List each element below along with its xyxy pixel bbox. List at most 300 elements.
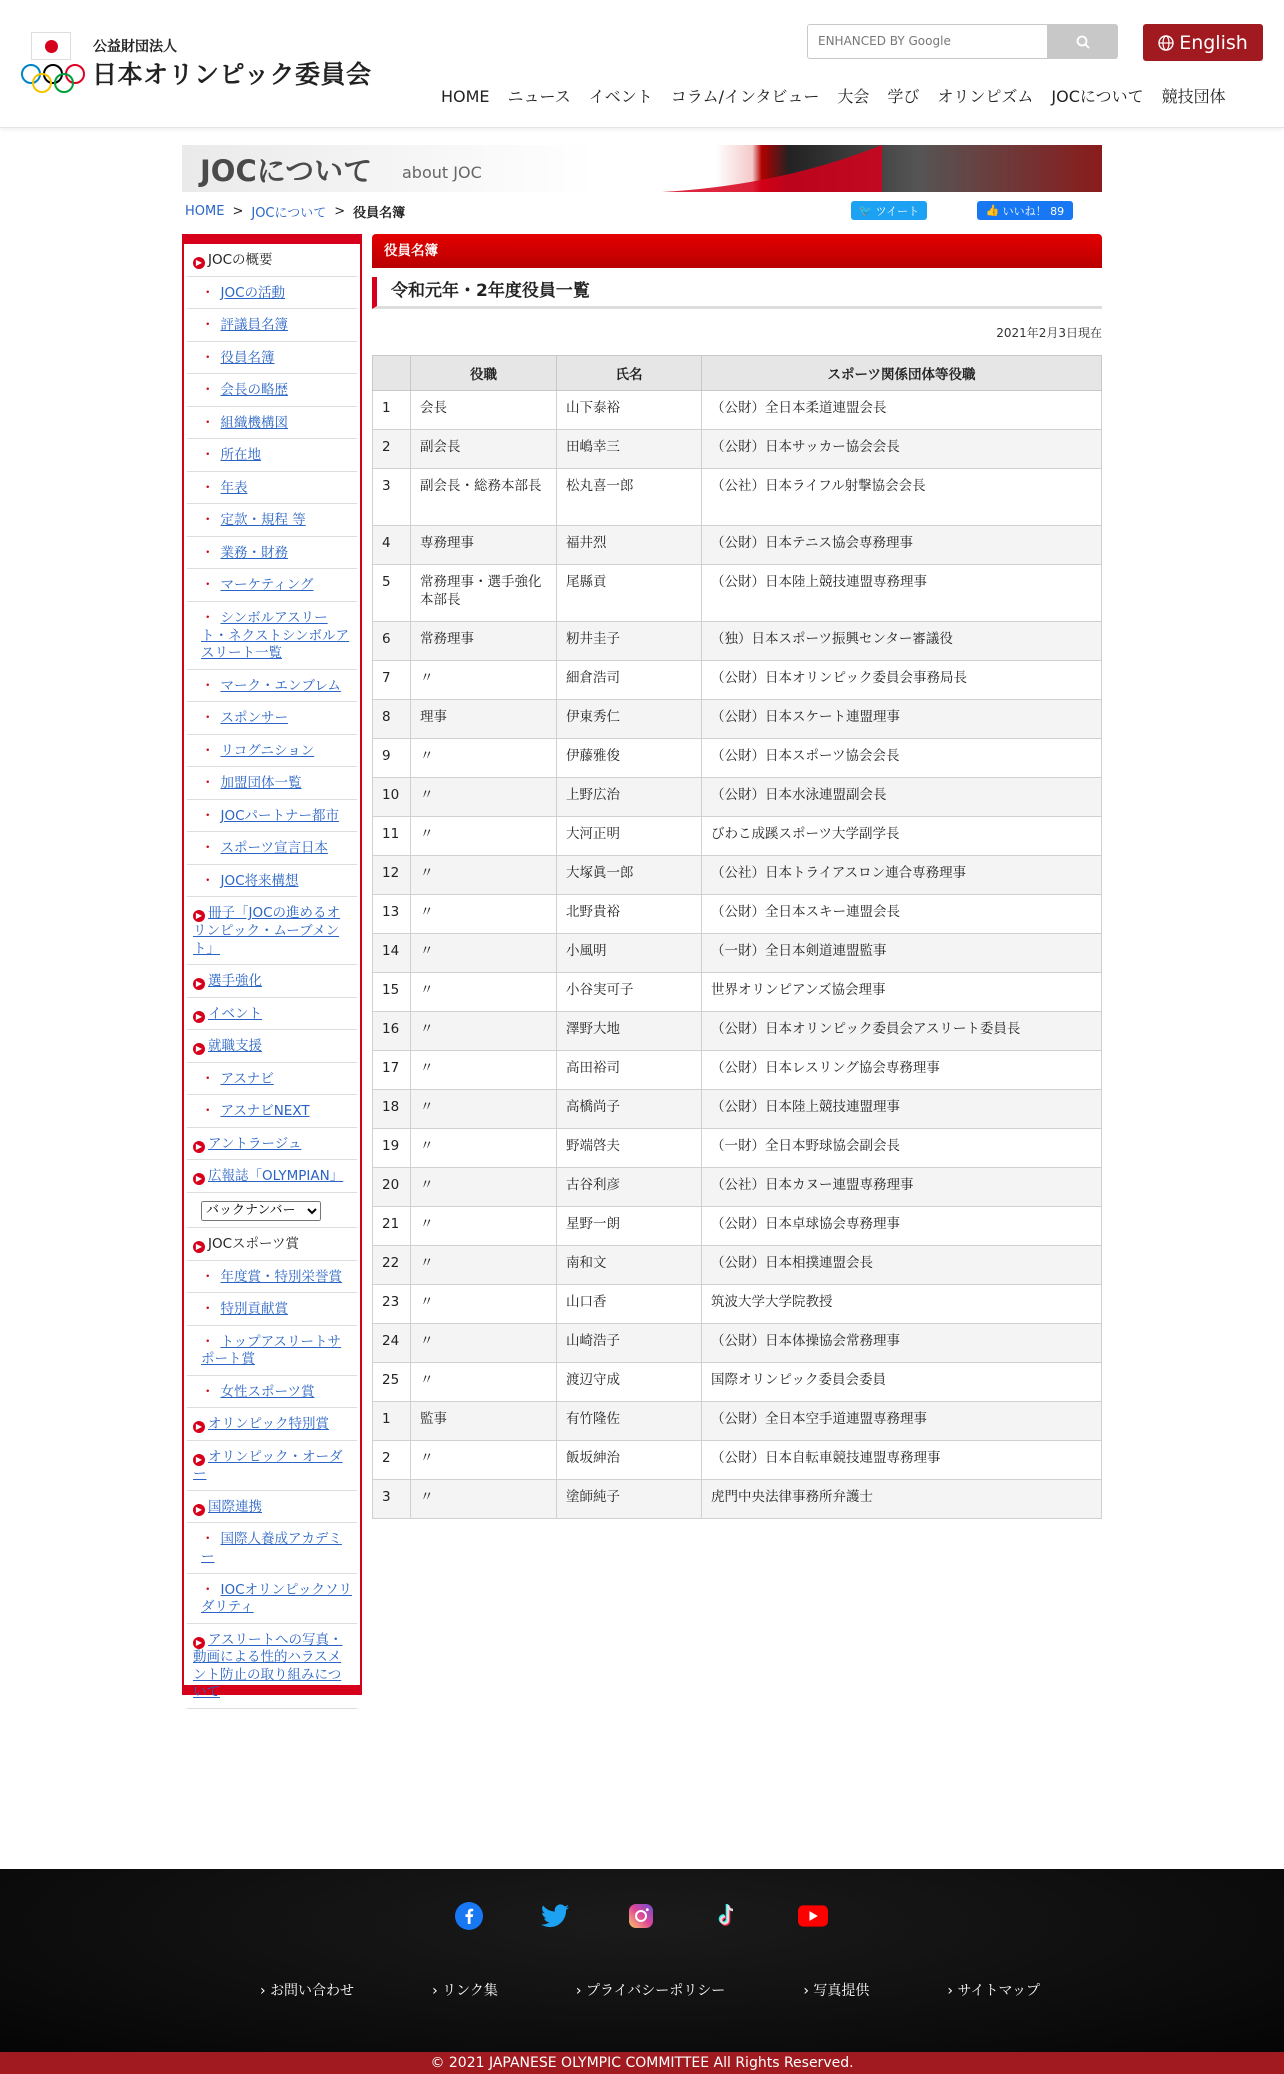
table-cell: 15 [373,973,411,1012]
sidebar-item[interactable] [187,1193,357,1228]
officers-table [372,355,1102,1519]
backnumber-select[interactable] [201,1201,321,1221]
sidebar-item[interactable] [187,1441,357,1491]
table-row [373,1168,1102,1207]
footer-link-label: サイトマップ [957,1983,1040,1999]
search-icon [1076,35,1090,49]
sidebar-item[interactable] [187,342,357,375]
sidebar-item[interactable] [187,309,357,342]
footer-link-label: プライバシーポリシー [585,1983,726,1999]
sidebar-item-label: スポーツ宣言日本 [220,840,328,857]
sidebar-item-label: シンボルアスリート・ネクストシンボルアスリート一覧 [201,610,350,662]
table-row [373,778,1102,817]
sidebar-item[interactable] [187,767,357,800]
table-row [373,1090,1102,1129]
org-subtitle: 公益財団法人 [93,39,177,55]
table-row [373,1402,1102,1441]
table-cell: 〃 [411,778,557,817]
table-cell: 大塚眞一郎 [557,856,702,895]
table-cell: （公社）日本カヌー連盟専務理事 [702,1168,1102,1207]
sidebar-item-label: マーケティング [220,577,314,594]
table-cell: 〃 [411,1051,557,1090]
sidebar-item[interactable] [187,407,357,440]
breadcrumb-section[interactable]: JOCについて [251,206,327,221]
bullet-dot-icon: ・ [201,677,215,694]
table-cell: 2 [373,430,411,469]
table-cell: 17 [373,1051,411,1090]
nav-item[interactable]: HOME [441,87,490,106]
bullet-dot-icon: ・ [201,479,215,496]
sidebar-item[interactable] [187,1063,357,1096]
sidebar-item[interactable] [187,1491,357,1524]
sidebar-item-label: 年表 [220,479,248,496]
sidebar-list [184,244,360,1709]
nav-item[interactable]: オリンピズム [937,87,1034,106]
sidebar [182,234,362,1701]
sidebar-item-label: 役員名簿 [220,349,275,366]
table-cell: 〃 [411,1129,557,1168]
table-cell: 18 [373,1090,411,1129]
org-name[interactable]: 日本オリンピック委員会 [92,60,372,89]
social-links [454,1901,828,1931]
table-cell: 3 [373,469,411,526]
table-cell: 〃 [411,1168,557,1207]
sidebar-item-label: 年度賞・特別栄誉賞 [220,1268,342,1285]
table-cell: （公社）日本ライフル射撃協会会長 [702,469,1102,526]
table-row [373,661,1102,700]
arrow-bullet-icon: ▶ [193,1504,205,1516]
sidebar-item-label: 選手強化 [208,973,262,990]
breadcrumb-separator: > [232,204,244,219]
sidebar-item-label: オリンピック特別賞 [208,1416,329,1433]
arrow-bullet-icon: ▶ [193,910,205,922]
nav-item[interactable]: ニュース [507,87,571,106]
twitter-icon[interactable] [540,1901,570,1931]
table-cell: 6 [373,622,411,661]
table-cell: （公財）日本相撲連盟会長 [702,1246,1102,1285]
footer-link[interactable] [947,1980,1040,2000]
table-cell: 虎門中央法律事務所弁護士 [702,1480,1102,1519]
bullet-dot-icon: ・ [201,512,215,529]
table-cell: （公財）日本陸上競技連盟理事 [702,1090,1102,1129]
sidebar-item[interactable] [187,1326,357,1376]
breadcrumb-separator: > [334,204,346,219]
bullet-dot-icon: ・ [201,1581,215,1598]
olympic-rings-icon [20,62,86,96]
table-row [373,622,1102,661]
table-cell: 〃 [411,1090,557,1129]
table-cell: 伊東秀仁 [557,700,702,739]
page-title: 令和元年・2年度役員一覧 [372,277,1102,309]
bullet-dot-icon: ・ [201,544,215,561]
sidebar-item[interactable] [187,569,357,602]
banner-title: JOCについて [200,154,373,188]
bullet-dot-icon: ・ [201,1301,215,1318]
sidebar-item-label: 評議員名簿 [220,317,288,334]
table-cell: 〃 [411,739,557,778]
table-cell: （独）日本スポーツ振興センター審議役 [702,622,1102,661]
bullet-dot-icon: ・ [201,1383,215,1400]
table-cell: 籾井圭子 [557,622,702,661]
sidebar-item-label: 広報誌「OLYMPIAN」 [208,1168,344,1185]
section-banner [182,145,1102,192]
sidebar-item-label: 業務・財務 [220,544,288,561]
table-row [373,1051,1102,1090]
sidebar-item-label: トップアスリートサポート賞 [201,1333,342,1368]
breadcrumb [185,202,405,221]
table-cell: 小谷実可子 [557,973,702,1012]
table-row [373,1480,1102,1519]
table-cell: 〃 [411,1441,557,1480]
table-cell: 〃 [411,1285,557,1324]
table-cell: 11 [373,817,411,856]
sidebar-item-label: 国際人養成アカデミー [201,1531,342,1565]
table-cell: 専務理事 [411,526,557,565]
sidebar-item[interactable] [187,602,357,670]
sidebar-item-label: 特別貢献賞 [220,1301,288,1318]
footer-link[interactable] [803,1980,869,2000]
facebook-icon[interactable] [454,1901,484,1931]
table-body [373,391,1102,1519]
table-cell: 会長 [411,391,557,430]
nav-item[interactable]: 大会 [837,87,870,106]
table-cell: 20 [373,1168,411,1207]
sidebar-item-label: JOCの概要 [208,252,273,268]
copyright: © 2021 JAPANESE OLYMPIC COMMITTEE All Rights Reserved. [0,2052,1284,2074]
like-label: いいね！ 89 [1002,204,1065,218]
table-cell: 野端啓夫 [557,1129,702,1168]
table-cell: 〃 [411,934,557,973]
table-cell: 〃 [411,856,557,895]
table-cell: 副会長 [411,430,557,469]
sidebar-item [187,244,357,277]
bullet-dot-icon: ・ [201,577,215,594]
table-cell: 国際オリンピック委員会委員 [702,1363,1102,1402]
sidebar-item-label: スポンサー [220,710,288,727]
sidebar-item-label: 加盟団体一覧 [220,775,302,792]
english-label: English [1179,31,1248,54]
table-cell: 山下泰裕 [557,391,702,430]
sidebar-item-label: 組織機構図 [220,414,288,431]
table-row [373,565,1102,622]
sidebar-item[interactable] [187,1624,357,1709]
sidebar-item-label: 定款・規程 等 [220,512,306,529]
table-cell: びわこ成蹊スポーツ大学副学長 [702,817,1102,856]
table-cell: 常務理事・選手強化本部長 [411,565,557,622]
sidebar-item[interactable] [187,1261,357,1294]
sidebar-item[interactable] [187,1128,357,1161]
table-row [373,1246,1102,1285]
arrow-bullet-icon: ▶ [193,1421,205,1433]
column-header: 氏名 [557,356,702,391]
column-header: 役職 [411,356,557,391]
table-cell: 世界オリンピアンズ協会理事 [702,973,1102,1012]
table-cell: 〃 [411,1480,557,1519]
sidebar-item[interactable] [187,832,357,865]
sidebar-item[interactable] [187,670,357,703]
sidebar-item[interactable] [187,865,357,898]
sidebar-item[interactable] [187,1095,357,1128]
sidebar-item[interactable] [187,1030,357,1063]
chevron-right-icon: › [432,1983,438,1999]
table-cell: 14 [373,934,411,973]
table-cell: 飯坂紳治 [557,1441,702,1480]
sidebar-item[interactable] [187,472,357,505]
search-button[interactable] [1048,24,1118,59]
table-row [373,469,1102,526]
table-cell: 山崎浩子 [557,1324,702,1363]
instagram-icon[interactable] [626,1901,656,1931]
table-cell: 大河正明 [557,817,702,856]
table-cell: 3 [373,1480,411,1519]
table-cell: （一財）全日本野球協会副会長 [702,1129,1102,1168]
nav-item[interactable]: 競技団体 [1161,87,1226,106]
table-cell: 監事 [411,1402,557,1441]
table-cell: 〃 [411,1363,557,1402]
table-row [373,934,1102,973]
bullet-dot-icon: ・ [201,382,215,399]
table-cell: 〃 [411,1012,557,1051]
bullet-dot-icon: ・ [201,710,215,727]
table-cell: （公財）日本レスリング協会専務理事 [702,1051,1102,1090]
table-cell: （公財）日本水泳連盟副会長 [702,778,1102,817]
table-row [373,817,1102,856]
table-row [373,1012,1102,1051]
nav-item[interactable]: JOCについて [1051,87,1144,106]
sidebar-item-label: イベント [208,1005,262,1022]
table-cell: 25 [373,1363,411,1402]
sidebar-item[interactable] [187,965,357,998]
table-cell: 高橋尚子 [557,1090,702,1129]
table-cell: 松丸喜一郎 [557,469,702,526]
globe-icon [1158,35,1174,51]
table-cell: （公社）日本トライアスロン連合専務理事 [702,856,1102,895]
table-cell: 高田裕司 [557,1051,702,1090]
twitter-icon: 🐦 [858,204,873,217]
table-row [373,430,1102,469]
sidebar-item-label: 国際連携 [208,1498,262,1515]
bullet-dot-icon: ・ [201,284,215,301]
table-cell: （公財）全日本スキー連盟会長 [702,895,1102,934]
table-cell: 〃 [411,817,557,856]
sidebar-item[interactable] [187,439,357,472]
bullet-dot-icon: ・ [201,742,215,759]
table-cell: （一財）全日本剣道連盟監事 [702,934,1102,973]
table-cell: （公財）日本陸上競技連盟専務理事 [702,565,1102,622]
table-row [373,526,1102,565]
footer-link-label: リンク集 [442,1983,498,1999]
bullet-dot-icon: ・ [201,807,215,824]
table-cell: 12 [373,856,411,895]
tiktok-icon[interactable] [712,1901,742,1931]
table-cell: 19 [373,1129,411,1168]
table-cell: 北野貴裕 [557,895,702,934]
table-cell: 上野広治 [557,778,702,817]
table-cell: 24 [373,1324,411,1363]
sidebar-item[interactable] [187,1293,357,1326]
table-cell: 7 [373,661,411,700]
table-cell: 13 [373,895,411,934]
sidebar-item[interactable] [187,800,357,833]
bullet-dot-icon: ・ [201,447,215,464]
sidebar-item-label: IOCオリンピックソリダリティ [201,1581,352,1616]
arrow-bullet-icon: ▶ [193,1173,205,1185]
table-cell: 4 [373,526,411,565]
thumbs-up-icon: 👍 [985,204,1000,217]
sidebar-item-label: JOCスポーツ賞 [208,1235,299,1252]
footer-link-label: お問い合わせ [270,1983,355,1999]
table-cell: 田嶋幸三 [557,430,702,469]
sidebar-item[interactable] [187,1523,357,1573]
as-of-date: 2021年2月3日現在 [996,326,1102,340]
table-row [373,856,1102,895]
column-header: スポーツ関係団体等役職 [702,356,1102,391]
chevron-right-icon: › [803,1983,809,1999]
search-input[interactable]: ENHANCED BY Google [807,24,1048,59]
banner-subtitle: about JOC [402,163,482,182]
arrow-bullet-icon: ▶ [193,1637,205,1649]
table-cell: 〃 [411,1207,557,1246]
table-row [373,1207,1102,1246]
table-cell: （公財）全日本柔道連盟会長 [702,391,1102,430]
table-cell: 16 [373,1012,411,1051]
sidebar-item-label: リコグニション [220,742,315,759]
table-cell: （公財）日本テニス協会専務理事 [702,526,1102,565]
banner-swoosh-graphic [662,145,882,192]
bullet-dot-icon: ・ [201,414,215,431]
site-footer [0,1869,1284,2052]
sidebar-item-label: アスナビNEXT [220,1103,310,1120]
sidebar-item-label: JOCパートナー都市 [220,807,340,824]
table-cell: 10 [373,778,411,817]
bullet-dot-icon: ・ [201,1268,215,1285]
sidebar-item[interactable] [187,504,357,537]
sidebar-item[interactable] [187,1574,357,1624]
table-cell: 〃 [411,973,557,1012]
table-cell: 2 [373,1441,411,1480]
sidebar-item-label: JOCの活動 [220,284,286,301]
arrow-bullet-icon: ▶ [193,978,205,990]
breadcrumb-home[interactable]: HOME [185,204,225,219]
sidebar-item-label: 会長の略歴 [220,382,288,399]
footer-links [260,1980,1040,2000]
table-cell: 〃 [411,895,557,934]
footer-link[interactable] [576,1980,725,2000]
footer-link[interactable] [432,1980,498,2000]
table-cell: 有竹隆佐 [557,1402,702,1441]
english-button[interactable] [1143,24,1263,61]
table-row [373,1285,1102,1324]
japan-flag-icon [31,32,71,60]
table-cell: 常務理事 [411,622,557,661]
sidebar-item-label: アスナビ [220,1070,274,1087]
arrow-bullet-icon: ▶ [193,1141,205,1153]
footer-link[interactable] [260,1980,354,2000]
table-cell: （公財）日本自転車競技連盟専務理事 [702,1441,1102,1480]
arrow-bullet-icon: ▶ [193,1011,205,1023]
table-cell: （公財）日本卓球協会専務理事 [702,1207,1102,1246]
facebook-like-button[interactable] [977,201,1073,220]
table-cell: （公財）日本スポーツ協会会長 [702,739,1102,778]
table-cell: 星野一朗 [557,1207,702,1246]
table-cell: （公財）日本オリンピック委員会事務局長 [702,661,1102,700]
table-row [373,895,1102,934]
chevron-right-icon: › [947,1983,954,1999]
sidebar-item[interactable] [187,897,357,965]
sidebar-item-label: アントラージュ [208,1135,302,1152]
table-cell: 伊藤雅俊 [557,739,702,778]
sidebar-item[interactable] [187,537,357,570]
sidebar-item[interactable] [187,702,357,735]
nav-item[interactable]: イベント [588,87,653,106]
bullet-dot-icon: ・ [201,610,215,627]
table-cell: （公財）日本体操協会常務理事 [702,1324,1102,1363]
tweet-label: ツイート [875,204,920,218]
table-cell: 筑波大学大学院教授 [702,1285,1102,1324]
sidebar-item [187,1228,357,1261]
sidebar-item[interactable] [187,1160,357,1193]
table-cell: 南和文 [557,1246,702,1285]
bullet-dot-icon: ・ [201,1531,215,1548]
sidebar-item-label: オリンピック・オーダー [193,1448,343,1483]
table-cell: 8 [373,700,411,739]
sidebar-item[interactable] [187,374,357,407]
table-cell: 尾縣貢 [557,565,702,622]
nav-item[interactable]: コラム/インタビュー [670,87,820,106]
table-row [373,739,1102,778]
chevron-right-icon: › [260,1983,266,1999]
table-cell: 古谷利彦 [557,1168,702,1207]
table-cell: 副会長・総務本部長 [411,469,557,526]
table-cell: 〃 [411,1324,557,1363]
arrow-bullet-icon: ▶ [193,1454,205,1466]
arrow-bullet-icon: ▶ [193,257,205,269]
breadcrumb-current: 役員名簿 [353,206,406,221]
bullet-dot-icon: ・ [201,775,215,792]
table-cell: 〃 [411,661,557,700]
footer-link-label: 写真提供 [813,1983,870,1999]
tweet-button[interactable] [851,201,927,220]
table-cell: 22 [373,1246,411,1285]
sidebar-item-label: 冊子「JOCの進めるオリンピック・ムーブメント」 [193,905,341,957]
bullet-dot-icon: ・ [201,1070,215,1087]
arrow-bullet-icon: ▶ [193,1043,205,1055]
youtube-icon[interactable] [798,1901,828,1931]
table-row [373,391,1102,430]
sidebar-item[interactable] [187,735,357,768]
table-row [373,1324,1102,1363]
bullet-dot-icon: ・ [201,840,215,857]
joc-logo[interactable] [20,32,86,94]
sidebar-item-label: 所在地 [220,447,261,464]
main-nav [432,84,1235,110]
table-cell: 1 [373,1402,411,1441]
sidebar-item[interactable] [187,1376,357,1409]
table-cell: 福井烈 [557,526,702,565]
table-cell: 23 [373,1285,411,1324]
table-row [373,973,1102,1012]
bullet-dot-icon: ・ [201,872,215,889]
nav-item[interactable]: 学び [887,87,920,106]
sidebar-item[interactable] [187,998,357,1031]
table-cell: 塗師純子 [557,1480,702,1519]
bullet-dot-icon: ・ [201,349,215,366]
sidebar-item[interactable] [187,1408,357,1441]
sidebar-item[interactable] [187,277,357,310]
table-row [373,1129,1102,1168]
table-cell: （公財）日本オリンピック委員会アスリート委員長 [702,1012,1102,1051]
table-cell: 渡辺守成 [557,1363,702,1402]
